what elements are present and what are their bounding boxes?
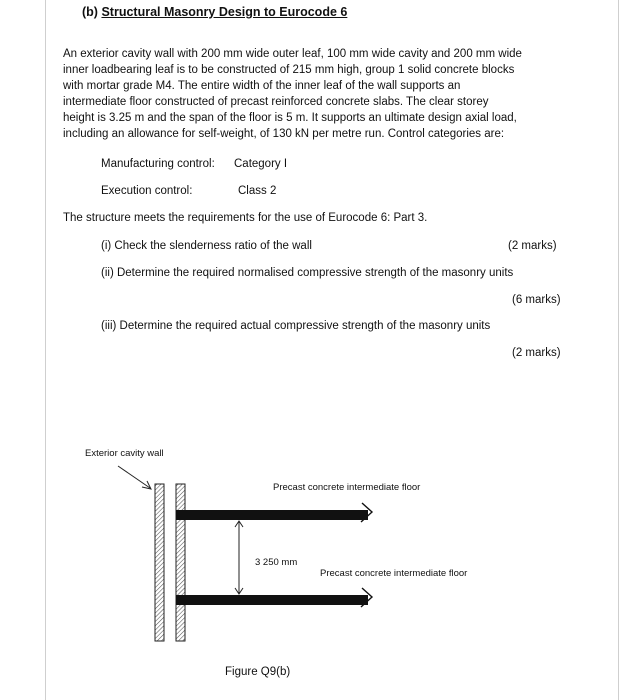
intro-line: intermediate floor constructed of precast reinforced concrete slabs. The clear storey: [63, 96, 489, 108]
manufacturing-control-value: Category I: [234, 158, 288, 170]
manufacturing-control-label: Manufacturing control:: [101, 158, 215, 170]
intro-line: An exterior cavity wall with 200 mm wide outer leaf, 100 mm wide cavity and 200 mm wide: [63, 48, 522, 60]
inner-leaf: [176, 484, 185, 641]
question-ii-marks: (6 marks): [512, 294, 561, 306]
question-ii-text: (ii) Determine the required normalised compressive strength of the masonry units: [101, 267, 514, 279]
requirement-text: The structure meets the requirements for the use of Eurocode 6: Part 3.: [63, 212, 428, 224]
section-part: (b): [82, 5, 98, 19]
question-iii-text: (iii) Determine the required actual compressive strength of the masonry units: [101, 320, 491, 332]
question-iii-marks: (2 marks): [512, 347, 561, 359]
upper-floor-label: Precast concrete intermediate floor: [273, 482, 421, 493]
question-i-text: (i) Check the slenderness ratio of the wall: [101, 240, 312, 252]
lower-floor-slab: [176, 588, 372, 607]
intro-line: with mortar grade M4. The entire width of the inner leaf of the wall supports an: [63, 80, 461, 92]
figure-caption: Figure Q9(b): [225, 666, 291, 678]
wall-label: Exterior cavity wall: [85, 448, 164, 459]
lower-floor-label: Precast concrete intermediate floor: [320, 568, 468, 579]
wall-pointer-arrow: [118, 466, 151, 489]
section-title: Structural Masonry Design to Eurocode 6: [101, 5, 348, 19]
execution-control-label: Execution control:: [101, 185, 193, 197]
intro-line: height is 3.25 m and the span of the floor is 5 m. It supports an ultimate design axial load,: [63, 112, 517, 124]
execution-control-value: Class 2: [238, 185, 277, 197]
height-dimension-label: 3 250 mm: [255, 557, 298, 568]
intro-line: including an allowance for self-weight, of 130 kN per metre run. Control categories are:: [63, 128, 505, 140]
upper-floor-slab: [176, 503, 372, 522]
intro-line: inner loadbearing leaf is to be constructed of 215 mm high, group 1 solid concrete blocks: [63, 64, 515, 76]
question-i-marks: (2 marks): [508, 240, 557, 252]
height-dimension-line: [235, 521, 243, 594]
outer-leaf: [155, 484, 164, 641]
